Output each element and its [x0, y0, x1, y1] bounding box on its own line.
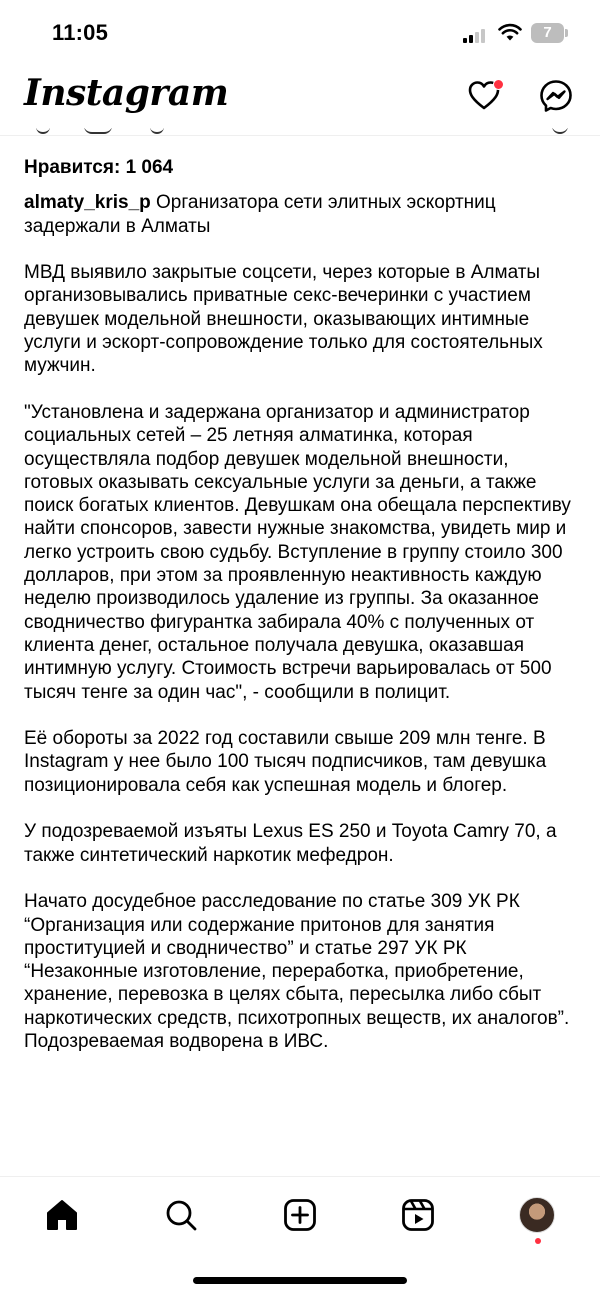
- caption-paragraph: Начато досудебное расследование по статье 309 УК РК “Организация или содержание притонов для занятия проституцией и сводничество” и статье 297 УК РК “Незаконные изготовление, переработка, приобретение, хранение, перевозка в целях сбыта, пересылка либо сбыт наркотических средств, психотропных веществ, их аналогов”. Подозреваемая водворена в ИВС.: [24, 891, 570, 1052]
- likes-number: 1 064: [125, 157, 174, 178]
- nav-home[interactable]: [42, 1195, 82, 1235]
- likes-label: Нравится:: [24, 157, 121, 178]
- wifi-icon: [498, 23, 522, 41]
- status-bar: [0, 0, 600, 62]
- profile-notification-dot: [535, 1238, 541, 1244]
- caption-headline: [24, 191, 580, 238]
- post-caption: [24, 191, 580, 1053]
- nav-create[interactable]: [280, 1195, 320, 1235]
- notification-dot: [493, 79, 504, 90]
- nav-profile[interactable]: [517, 1195, 557, 1235]
- messenger-icon: [538, 78, 574, 114]
- home-icon: [44, 1197, 80, 1233]
- post-content: [24, 156, 580, 1077]
- status-time: 11:05: [52, 20, 109, 45]
- caption-paragraph: "Установлена и задержана организатор и администратор социальных сетей – 25 летняя алматинка, которая осуществляла подбор девушек модельной внешности, готовых оказывать сексуальные услуги за деньги, а также поиск богатых клиентов. Девушкам она обещала перспективу найти спонсоров, завести нужные знакомства, увидеть мир и легко устроить свою судьбу. Вступление в группу стоило 300 долларов, при этом за проявленную неактивность каждую неделю производилось удаление из группы. За оказанное сводничество фигурантка забирала 40% с полученных от клиента денег, остальное получала девушка, оказавшая интимную услугу. Стоимость встречи варьировалась от 500 тысяч тенге за один час", - сообщили в полицит.: [24, 401, 571, 703]
- scrolled-action-row: [0, 128, 600, 136]
- nav-reels[interactable]: [398, 1195, 438, 1235]
- nav-search[interactable]: [161, 1195, 201, 1235]
- home-indicator[interactable]: [193, 1277, 407, 1284]
- likes-count[interactable]: [24, 156, 580, 179]
- caption-paragraph: У подозреваемой изъяты Lexus ES 250 и Toyota Camry 70, а также синтетический наркотик мефедрон.: [24, 821, 557, 866]
- messenger-button[interactable]: [538, 78, 574, 114]
- reels-icon: [400, 1197, 436, 1233]
- caption-paragraph: Её обороты за 2022 год составили свыше 209 млн тенге. В Instagram у нее было 100 тысяч подписчиков, там девушка позиционировала себя как успешная модель и блогер.: [24, 728, 547, 796]
- instagram-logo[interactable]: Instagram: [24, 72, 229, 114]
- app-header: [0, 62, 600, 136]
- cellular-signal-icon: [463, 27, 489, 43]
- create-icon: [282, 1197, 318, 1233]
- profile-avatar: [519, 1197, 555, 1233]
- activity-button[interactable]: [466, 78, 502, 114]
- author-username[interactable]: almaty_kris_p: [24, 192, 151, 214]
- caption-first-line: Организатора сети элитных эскортниц задержали в Алматы: [24, 192, 496, 237]
- caption-paragraph: МВД выявило закрытые соцсети, через которые в Алматы организовывались приватные секс-вечеринки с участием девушек модельной внешности, оказывающих интимные услуги и эскорт-сопровождение только для состоятельных мужчин.: [24, 262, 543, 377]
- battery-icon: [531, 23, 568, 43]
- search-icon: [163, 1197, 199, 1233]
- battery-level: 7: [543, 24, 552, 41]
